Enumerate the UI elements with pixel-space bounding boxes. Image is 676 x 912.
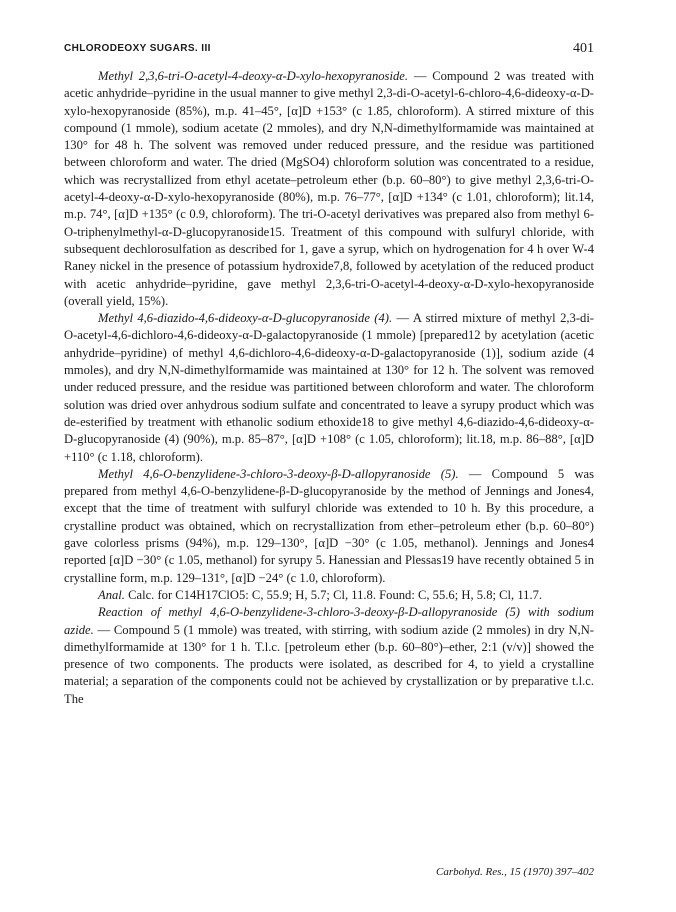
running-head — [64, 41, 594, 59]
article-body — [64, 68, 594, 708]
paragraph-diazido — [64, 310, 594, 466]
paragraph-azide-reaction — [64, 604, 594, 708]
paragraph-text: Calc. for C14H17ClO5: C, 55.9; H, 5.7; Cl, 11.8. Found: C, 55.6; H, 5.8; Cl, 11.7. — [124, 587, 543, 602]
paragraph-text: — Compound 5 (1 mmole) was treated, with stirring, with sodium azide (2 mmoles) in dry N,N-dimethylformamide at 130° for 1 h. T.l.c. [petroleum ether (b.p. 60–80°)–ether, 2:1 (v/v)] showed the presence of two components. The products were isolated, as described for 4, to yield a crystalline material; a separation of the components could not be achieved by crystallization or by preparative t.l.c. The — [64, 622, 594, 706]
paragraph-tri-o-acetyl — [64, 68, 594, 310]
running-head-title: CHLORODEOXY SUGARS. III — [64, 43, 211, 54]
paragraph-benzylidene — [64, 466, 594, 587]
paragraph-text: — Compound 2 was treated with acetic anhydride–pyridine in the usual manner to give methyl 2,3-di-O-acetyl-6-chloro-4,6-dideoxy-α-D-xylo-hexopyranoside (85%), m.p. 41–45°, [α]D +153° (c 1.85, chloroform). A stirred mixture of this compound (1 mmole), sodium acetate (2 mmoles), and dry N,N-dimethylformamide was maintained at 130° for 48 h. The solvent was removed under reduced pressure, and the residue was partitioned between chloroform and water. The dried (MgSO4) chloroform solution was concentrated to a residue, which was recrystallized from ethyl acetate–petroleum ether (b.p. 60–80°) to give methyl 2,3,6-tri-O-acetyl-4-deoxy-α-D-xylo-hexopyranoside (80%), m.p. 76–77°, [α]D +134° (c 1.01, chloroform); lit.14, m.p. 74°, [α]D +135° (c 0.9, chloroform). The tri-O-acetyl derivatives was prepared also from methyl 6-O-triphenylmethyl-α-D-glucopyranoside15. Treatment of this compound with sulfuryl chloride, with subsequent dechlorosulfation as described for 1, gave a syrup, which on hydrogenation for 4 h over W-4 Raney nickel in the presence of potassium hydroxide7,8, followed by acetylation of the reduced product with acetic anhydride–pyridine, gave methyl 2,3,6-tri-O-acetyl-4-deoxy-α-D-xylo-hexopyranoside (overall yield, 15%). — [64, 69, 594, 308]
paragraph-text: — Compound 5 was prepared from methyl 4,6-O-benzylidene-β-D-glucopyranoside by the method of Jennings and Jones4, except that the time of treatment with sulfuryl chloride was extended to 10 h. By this procedure, a crystalline product was obtained, which on recrystallization from ether–petroleum ether (b.p. 60–80°) gave colorless prisms (94%), m.p. 129–130°, [α]D −30° (c 1.05, methanol). Jennings and Jones4 reported [α]D −30° (c 1.05, methanol) for syrupy 5. Hanessian and Plessas19 have recently obtained 5 in crystalline form, m.p. 129–131°, [α]D −24° (c 1.0, chloroform). — [64, 466, 594, 585]
paragraph-title: Methyl 4,6-diazido-4,6-dideoxy-α-D-glucopyranoside (4). — [98, 311, 393, 326]
paragraph-title: Anal. — [98, 587, 125, 602]
paragraph-analysis — [64, 587, 594, 604]
paragraph-title: Methyl 2,3,6-tri-O-acetyl-4-deoxy-α-D-xylo-hexopyranoside. — [98, 69, 408, 83]
paragraph-text: — A stirred mixture of methyl 2,3-di-O-acetyl-4,6-dichloro-4,6-dideoxy-α-D-galactopyranoside (1 mmole) [prepared12 by acetylation (acetic anhydride–pyridine) of methyl 4,6-dichloro-4,6-dideoxy-α-D-galactopyranoside (1)], sodium azide (4 mmoles), and dry N,N-dimethylformamide was maintained at 130° for 12 h. The solvent was removed under reduced pressure, and the residue was partitioned between chloroform and water. The chloroform solution was dried over anhydrous sodium sulfate and concentrated to leave a syrupy product which was de-esterified by treatment with ethanolic sodium ethoxide18 to give methyl 4,6-diazido-4,6-dideoxy-α-D-glucopyranoside (4) (90%), m.p. 85–87°, [α]D +108° (c 1.05, chloroform); lit.18, m.p. 86–88°, [α]D +110° (c 1.18, chloroform). — [64, 311, 595, 464]
paragraph-title: Methyl 4,6-O-benzylidene-3-chloro-3-deoxy-β-D-allopyranoside (5). — [98, 466, 459, 481]
paragraph-title: Reaction of methyl 4,6-O-benzylidene-3-chloro-3-deoxy-β-D-allopyranoside (5) with sodium azide. — [64, 605, 594, 637]
journal-citation-footer: Carbohyd. Res., 15 (1970) 397–402 — [436, 866, 594, 878]
page-number: 401 — [573, 41, 594, 56]
